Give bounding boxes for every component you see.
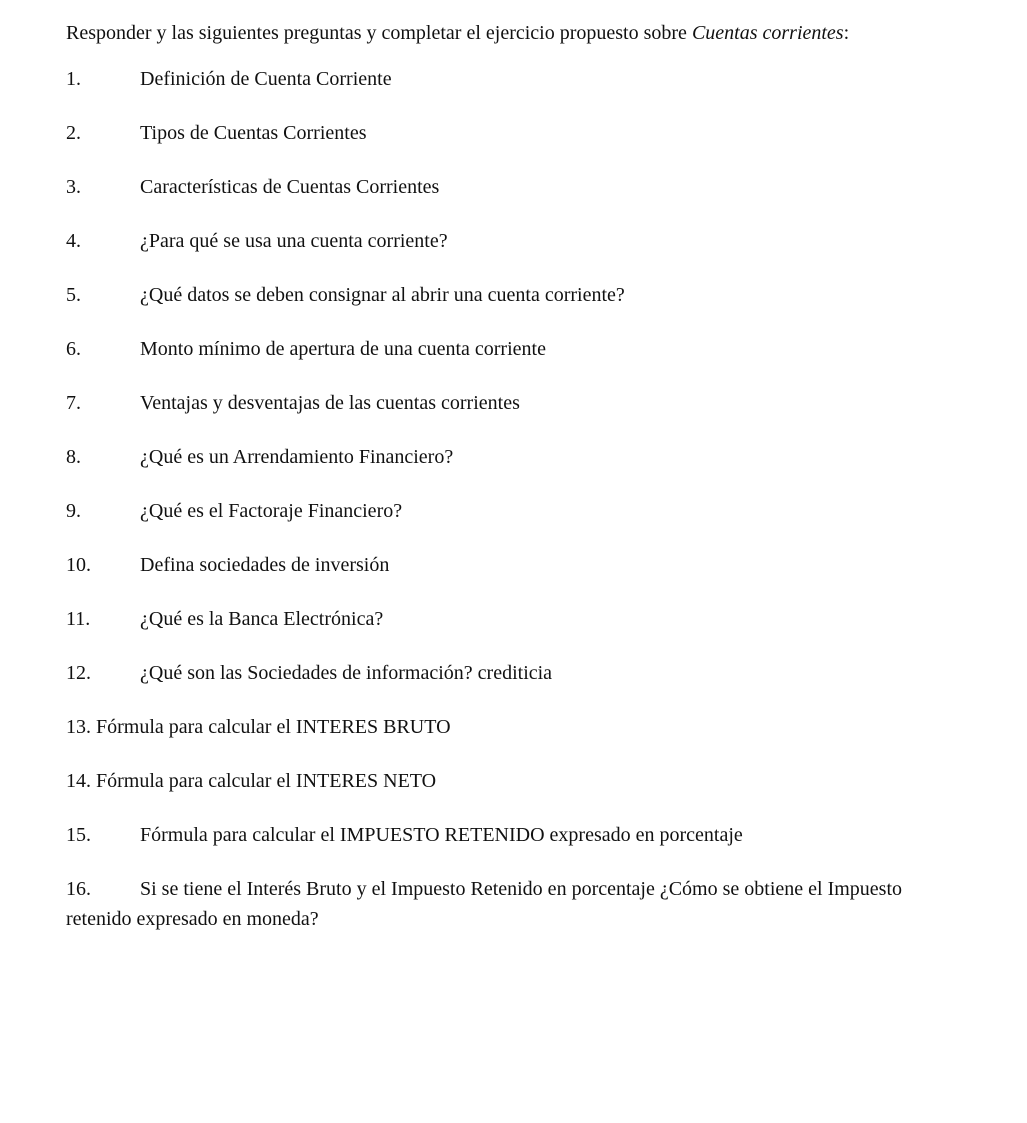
list-item [66, 334, 966, 364]
intro-paragraph [66, 18, 966, 48]
item-text: Definición de Cuenta Corriente [140, 68, 392, 90]
item-text: ¿Qué es el Factoraje Financiero? [140, 500, 403, 522]
document-page [66, 18, 966, 958]
item-number: 11. [66, 608, 91, 630]
item-text: ¿Qué datos se deben consignar al abrir una cuenta corriente? [140, 284, 625, 306]
list-item [66, 604, 966, 634]
intro-lead: Responder y las siguientes preguntas y completar el ejercicio propuesto sobre [66, 22, 692, 44]
list-item [66, 388, 966, 418]
item-number: 13. [66, 716, 91, 738]
item-text: Fórmula para calcular el IMPUESTO RETENIDO expresado en porcentaje [140, 824, 743, 846]
item-number: 3. [66, 176, 81, 198]
item-text: Características de Cuentas Corrientes [140, 176, 440, 198]
item-number: 12. [66, 662, 91, 684]
list-item [66, 442, 966, 472]
list-item [66, 172, 966, 202]
item-number: 9. [66, 500, 81, 522]
item-text: ¿Qué son las Sociedades de información? crediticia [140, 662, 553, 684]
item-number: 1. [66, 68, 81, 90]
list-item [66, 226, 966, 256]
item-number: 6. [66, 338, 81, 360]
item-text: ¿Qué es la Banca Electrónica? [140, 608, 384, 630]
list-item [66, 820, 966, 850]
item-number: 2. [66, 122, 81, 144]
list-item [66, 280, 966, 310]
item-number: 15. [66, 824, 91, 846]
list-item [66, 64, 966, 94]
list-item [66, 118, 966, 148]
item-text: Tipos de Cuentas Corrientes [140, 122, 367, 144]
list-item [66, 874, 966, 934]
item-number: 5. [66, 284, 81, 306]
list-item [66, 658, 966, 688]
item-text: Ventajas y desventajas de las cuentas corrientes [140, 392, 520, 414]
item-number: 4. [66, 230, 81, 252]
item-number: 16. [66, 878, 91, 900]
list-item [66, 550, 966, 580]
item-text: Si se tiene el Interés Bruto y el Impuesto Retenido en porcentaje ¿Cómo se obtiene el Impuesto retenido expresado en moneda? [66, 878, 903, 930]
item-text: ¿Qué es un Arrendamiento Financiero? [140, 446, 454, 468]
item-number: 7. [66, 392, 81, 414]
item-number: 8. [66, 446, 81, 468]
item-text: ¿Para qué se usa una cuenta corriente? [140, 230, 448, 252]
list-item [66, 496, 966, 526]
item-number: 14. [66, 770, 91, 792]
list-item [66, 712, 966, 742]
item-text: Defina sociedades de inversión [140, 554, 390, 576]
list-item [66, 766, 966, 796]
item-text: Fórmula para calcular el INTERES BRUTO [96, 716, 451, 738]
question-list [66, 64, 966, 934]
item-number: 10. [66, 554, 91, 576]
intro-tail: : [843, 22, 850, 44]
item-text: Fórmula para calcular el INTERES NETO [96, 770, 437, 792]
intro-topic: Cuentas corrientes [691, 22, 844, 44]
item-text: Monto mínimo de apertura de una cuenta corriente [140, 338, 546, 360]
